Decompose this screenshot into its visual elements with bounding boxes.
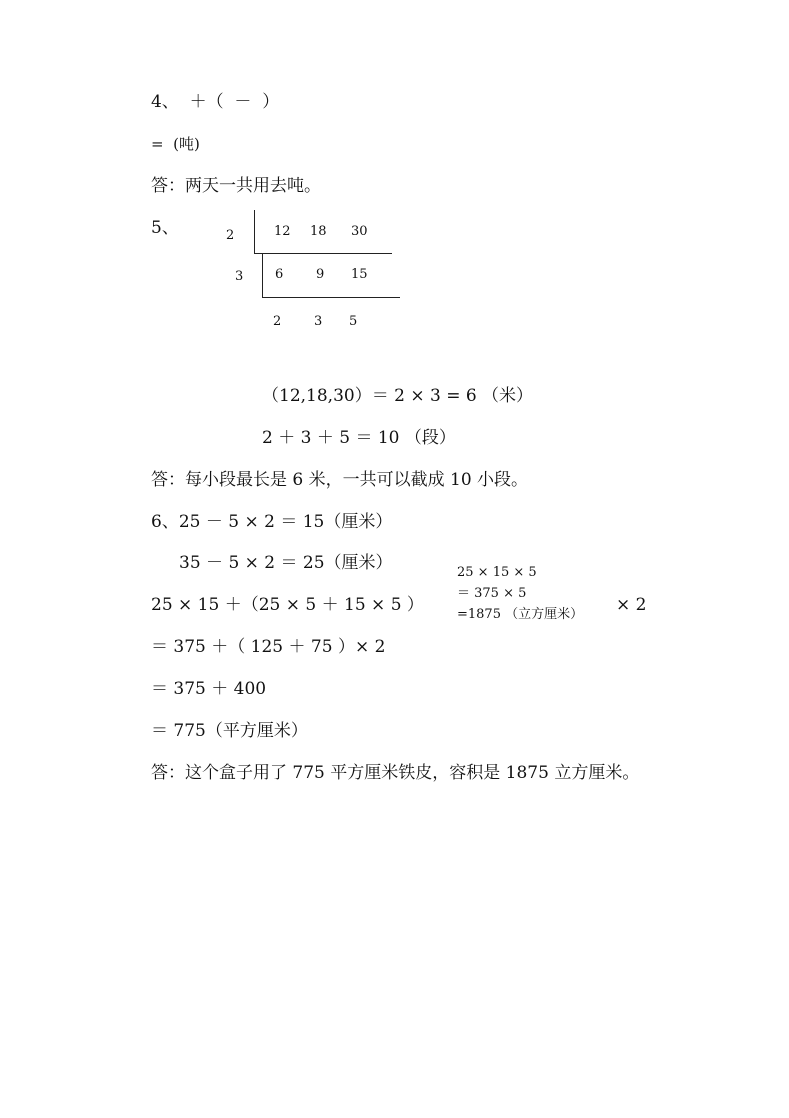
q6-area-expression: 25 × 15 ＋（25 × 5 ＋ 15 × 5 ） (151, 595, 424, 615)
q4-result: = (吨) (151, 135, 200, 153)
q5-gcd-line: （12,18,30）＝ 2 × 3 = 6 （米） (262, 386, 534, 406)
division-cell: 30 (351, 224, 368, 239)
divisor-1: 2 (226, 228, 235, 243)
division-cell: 3 (314, 314, 323, 329)
division-cell: 18 (310, 224, 327, 239)
divisor-2: 3 (235, 269, 244, 284)
division-cell: 2 (273, 314, 282, 329)
q5-answer: 答：每小段最长是 6 米，一共可以截成 10 小段。 (151, 470, 529, 490)
division-cell: 15 (351, 267, 368, 282)
division-bracket-vertical-1 (254, 210, 255, 254)
volume-note-line: =1875 （立方厘米） (457, 607, 584, 622)
q6-area-expression-tail: × 2 (616, 595, 647, 615)
q5-number: 5、 (151, 218, 179, 238)
division-cell: 12 (274, 224, 291, 239)
q5-segments-line: 2 ＋ 3 ＋ 5 ＝ 10 （段） (262, 428, 456, 448)
volume-note-line: 25 × 15 × 5 (457, 565, 537, 580)
division-cell: 6 (275, 267, 284, 282)
q4-expression: 4、 ＋（ － ） (151, 92, 280, 112)
division-cell: 9 (316, 267, 325, 282)
division-bracket-vertical-2 (262, 254, 263, 298)
q6-answer: 答：这个盒子用了 775 平方厘米铁皮，容积是 1875 立方厘米。 (151, 763, 640, 783)
division-bracket-horizontal-2 (262, 297, 400, 298)
q6-width-line: 35 － 5 × 2 ＝ 25（厘米） (179, 553, 393, 573)
q6-area-result: ＝ 775（平方厘米） (151, 721, 308, 741)
q4-answer: 答：两天一共用去吨。 (151, 176, 321, 196)
q6-length-line: 6、25 － 5 × 2 ＝ 15（厘米） (151, 512, 393, 532)
division-bracket-horizontal-1 (254, 253, 392, 254)
q6-step-line: ＝ 375 ＋（ 125 ＋ 75 ）× 2 (151, 637, 386, 657)
division-cell: 5 (349, 314, 358, 329)
q6-step-line: ＝ 375 ＋ 400 (151, 679, 267, 699)
volume-note-line: ＝ 375 × 5 (457, 586, 527, 601)
